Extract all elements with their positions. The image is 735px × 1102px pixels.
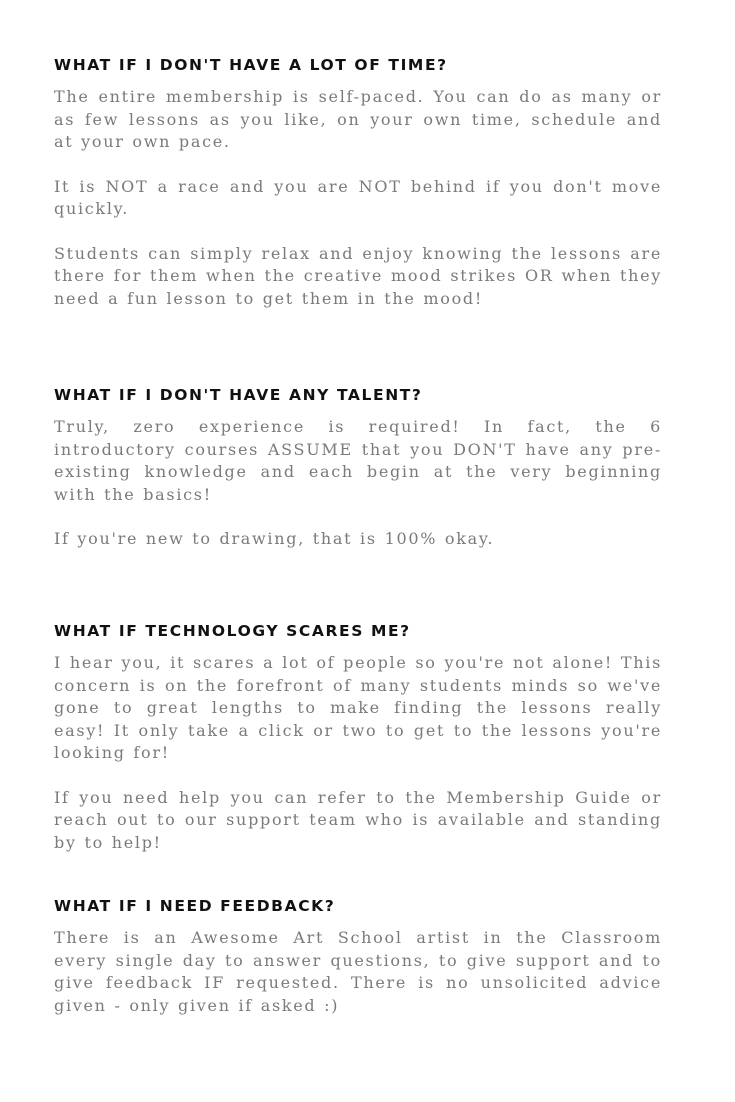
- faq-question: WHAT IF TECHNOLOGY SCARES ME?: [54, 622, 411, 640]
- faq-answer-paragraph: Students can simply relax and enjoy knowing the lessons are there for them when the creative mood strikes OR when they need a fun lesson to get them in the mood!: [54, 243, 662, 308]
- faq-time: [54, 55, 662, 310]
- faq-answer-paragraph: The entire membership is self-paced. You can do as many or as few lessons as you like, on your own time, schedule and at your own pace.: [54, 87, 662, 151]
- faq-question: WHAT IF I NEED FEEDBACK?: [54, 897, 336, 915]
- faq-answer-paragraph: If you're new to drawing, that is 100% okay.: [54, 529, 495, 548]
- faq-answer-paragraph: I hear you, it scares a lot of people so you're not alone! This concern is on the forefront of many students minds so we've gone to great lengths to make finding the lessons really easy! It only take a click or two to get to the lessons you're looking for!: [54, 653, 662, 762]
- faq-answer-paragraph: There is an Awesome Art School artist in the Classroom every single day to answer questions, to give support and to give feedback IF requested. There is no unsolicited advice given - only given if asked :): [54, 928, 662, 1015]
- faq-feedback: [54, 896, 662, 1017]
- faq-technology: [54, 621, 662, 854]
- faq-question: WHAT IF I DON'T HAVE A LOT OF TIME?: [54, 56, 448, 74]
- faq-question: WHAT IF I DON'T HAVE ANY TALENT?: [54, 386, 423, 404]
- faq-answer-paragraph: If you need help you can refer to the Membership Guide or reach out to our support team who is available and standing by to help!: [54, 787, 662, 852]
- faq-answer-paragraph: Truly, zero experience is required! In fact, the 6 introductory courses ASSUME that you DON'T have any pre-existing knowledge and each begin at the very beginning with the basics!: [54, 417, 662, 504]
- faq-talent: [54, 385, 662, 551]
- faq-answer-paragraph: It is NOT a race and you are NOT behind if you don't move quickly.: [54, 176, 662, 218]
